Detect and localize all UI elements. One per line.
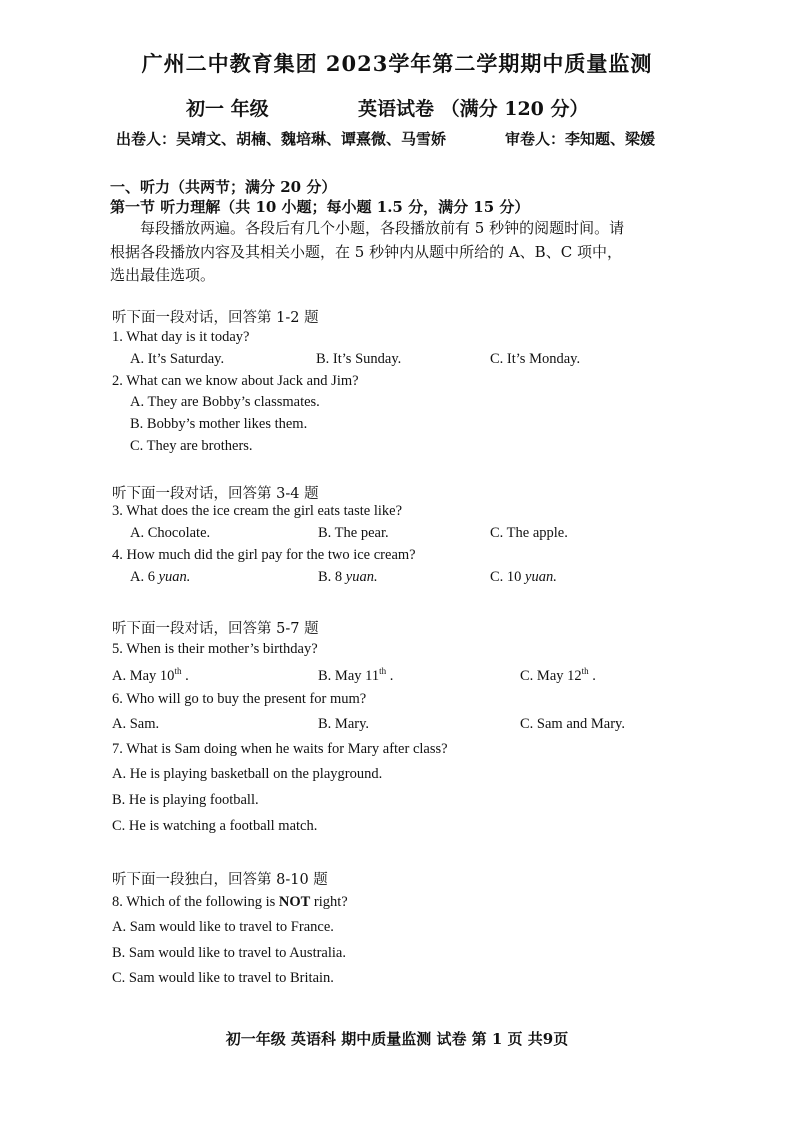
- group-header: 听下面一段对话，回答第 1-2 题: [112, 310, 319, 326]
- emphasis-text: NOT: [278, 894, 311, 910]
- option-c: C. It’s Monday.: [490, 351, 581, 367]
- question-7: 7. What is Sam doing when he waits for Mary after class?: [112, 741, 448, 757]
- option-c: C. Sam and Mary.: [520, 716, 625, 732]
- reviewers-line: 审卷人：李知题、梁媛: [505, 130, 656, 148]
- option-b: B. It’s Sunday.: [316, 351, 402, 367]
- authors-line: 出卷人：吴靖文、胡楠、魏培琳、谭熹微、马雪娇: [116, 130, 447, 148]
- option-b: B. Mary.: [318, 716, 370, 732]
- option-a: A. He is playing basketball on the playground.: [112, 766, 383, 782]
- option-text: A. 6: [130, 569, 159, 585]
- option-b: B. Sam would like to travel to Australia.: [112, 945, 346, 961]
- currency-unit: yuan.: [525, 569, 557, 585]
- instruction-line: 每段播放两遍。各段后有几个小题，各段播放前有 5 秒钟的阅题时间。请: [140, 219, 625, 237]
- option-text: B. 8: [318, 569, 346, 585]
- option-a: A. They are Bobby’s classmates.: [130, 394, 320, 410]
- option-text: A. May 10: [112, 667, 175, 684]
- currency-unit: yuan.: [158, 569, 191, 585]
- option-b: B. The pear.: [318, 525, 389, 541]
- option-b: [318, 666, 393, 685]
- instruction-line: 根据各段播放内容及其相关小题，在 5 秒钟内从题中所给的 A、B、C 项中，: [110, 243, 622, 261]
- option-c: C. They are brothers.: [130, 438, 253, 454]
- option-text: C. 10: [490, 569, 526, 585]
- question-2: 2. What can we know about Jack and Jim?: [112, 373, 359, 389]
- option-end: .: [181, 667, 189, 684]
- option-end: .: [588, 667, 596, 684]
- group-header: 听下面一段对话，回答第 5-7 题: [112, 621, 319, 637]
- option-a: A. Chocolate.: [130, 525, 211, 541]
- question-1: 1. What day is it today?: [112, 329, 250, 345]
- group-header: 听下面一段对话，回答第 3-4 题: [112, 486, 319, 502]
- option-c: C. The apple.: [490, 525, 568, 541]
- option-b: [318, 569, 378, 586]
- option-c: [520, 666, 596, 685]
- grade-label: 初一 年级: [186, 98, 269, 120]
- option-text: B. May 11: [318, 667, 380, 684]
- question-6: 6. Who will go to buy the present for mum?: [112, 691, 367, 707]
- option-a: [112, 666, 189, 685]
- part-title: 第一节 听力理解（共 10 小题；每小题 1.5 分，满分 15 分）: [110, 198, 530, 216]
- option-a: [130, 569, 190, 586]
- group-header: 听下面一段独白，回答第 8-10 题: [112, 872, 328, 888]
- option-b: B. Bobby’s mother likes them.: [130, 416, 308, 432]
- option-end: .: [386, 667, 394, 684]
- option-c: C. Sam would like to travel to Britain.: [112, 970, 334, 986]
- option-a: A. Sam.: [112, 716, 160, 732]
- option-a: A. It’s Saturday.: [130, 351, 225, 367]
- question-3: 3. What does the ice cream the girl eats taste like?: [112, 503, 403, 519]
- question-8: [112, 894, 348, 911]
- question-text: 8. Which of the following is: [112, 894, 279, 910]
- instruction-line: 选出最佳选项。: [110, 266, 216, 284]
- option-text: C. May 12: [520, 667, 582, 684]
- option-c: [490, 569, 557, 586]
- page-footer: 初一年级 英语科 期中质量监测 试卷 第 1 页 共9页: [225, 1030, 569, 1048]
- option-c: C. He is watching a football match.: [112, 818, 318, 834]
- ordinal-suffix: th: [581, 666, 589, 676]
- question-5: 5. When is their mother’s birthday?: [112, 641, 318, 657]
- ordinal-suffix: th: [379, 666, 387, 676]
- question-4: 4. How much did the girl pay for the two ice cream?: [112, 547, 416, 563]
- question-text: right?: [310, 894, 348, 910]
- option-a: A. Sam would like to travel to France.: [112, 919, 334, 935]
- ordinal-suffix: th: [174, 666, 182, 676]
- exam-title: 广州二中教育集团 2023学年第二学期期中质量监测: [141, 51, 653, 76]
- section-title: 一、听力（共两节；满分 20 分）: [110, 178, 337, 196]
- paper-label: 英语试卷 （满分 120 分）: [358, 98, 589, 120]
- currency-unit: yuan.: [345, 569, 378, 585]
- option-b: B. He is playing football.: [112, 792, 259, 808]
